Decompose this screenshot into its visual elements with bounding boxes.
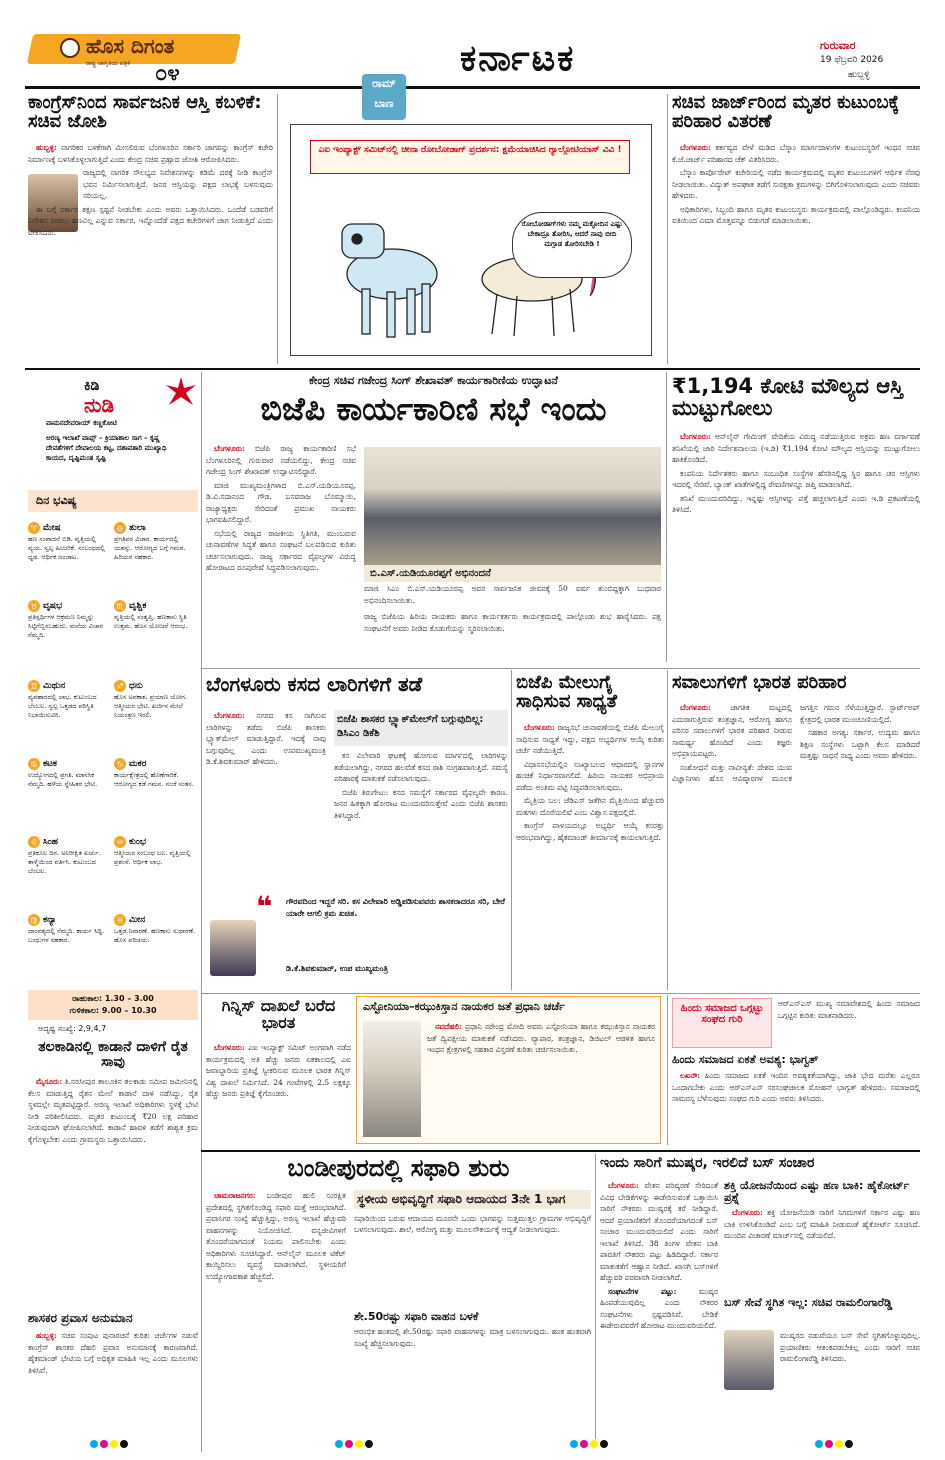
kidi-title: ನುಡಿ [84, 393, 115, 417]
issue-date: 19 ಫೆಬ್ರವರಿ 2026 [820, 55, 884, 65]
shakti-box [724, 1180, 920, 1436]
zodiac-sign: ♊ ಮಿಥುನ ವ್ಯವಹಾರದಲ್ಲಿ ಲಾಭ. ಕುಟುಂಬದ ಬೆಂಬಲ. ಸ್ವಲ್ಪ ಒತ್ತಡದ ಪರಿಸ್ಥಿತಿ ನಿಭಾಯಿಸುವಿರಿ. [28, 680, 97, 719]
zodiac-sign: ♐ ಧನು ಹೊಸ ಅವಕಾಶ. ಪ್ರಯಾಣ ಯೋಗ. ಆತ್ಮೀಯರ ಭೇಟಿ. ಖರ್ಚಿನ ಮೇಲೆ ನಿಯಂತ್ರಣ ಇರಲಿ. [114, 680, 188, 719]
story-body: ಬೆಂಗಳೂರು: ಬಿಜೆಪಿ ರಾಜ್ಯ ಕಾರ್ಯಕಾರಿಣಿ ಸಭೆ ಬೆಂಗಳೂರಿನಲ್ಲಿ ಗುರುವಾರ ನಡೆಯಲಿದ್ದು, ಕೇಂದ್ರ ಸಚಿವ ಗಜೇಂದ್ರ ಸಿಂಗ್ ಶೇಖಾವತ್ ಉದ್ಘಾಟಿಸಲಿದ್ದಾರೆ. ಮಾಜಿ ಮುಖ್ಯಮಂತ್ರಿಗಳಾದ ಬಿ.ಎಸ್.ಯಡಿಯೂರಪ್ಪ, ಡಿ.ವಿ.ಸದಾನಂದ ಗೌಡ, ಬಸವರಾಜ ಬೊಮ್ಮಾಯಿ, ರಾಜ್ಯಾಧ್ಯಕ್ಷರು ಸೇರಿದಂತೆ ಪ್ರಮುಖ ನಾಯಕರು ಭಾಗವಹಿಸಲಿದ್ದಾರೆ. ಸಭೆಯಲ್ಲಿ ರಾಜ್ಯದ ರಾಜಕೀಯ ಸ್ಥಿತಿಗತಿ, ಮುಂಬರುವ ಚುನಾವಣೆಗಳ ಸಿದ್ಧತೆ ಹಾಗೂ ಸಂಘಟನೆ ಬಲಪಡಿಸುವ ಕುರಿತು ಚರ್ಚಿಸಲಾಗುವುದು. ರಾಜ್ಯ ಸರ್ಕಾರದ ವೈಫಲ್ಯಗಳ ವಿರುದ್ಧ ಹೋರಾಟದ ರೂಪುರೇಷೆ ಸಿದ್ಧಪಡಿಸಲಾಗುವುದು. [206, 444, 356, 572]
quote-box [206, 890, 508, 986]
story-george [672, 94, 920, 364]
story-body: ಬೆಂಗಳೂರು: ಜಾಗತಿಕ ಮಟ್ಟದಲ್ಲಿ ಎದುರಾಗುತ್ತಿರುವ ತಂತ್ರಜ್ಞಾನ, ಆರೋಗ್ಯ ಹಾಗೂ ಪರಿಸರ ಸವಾಲುಗಳಿಗೆ ಭಾರತ ಪರಿಹಾರ ನೀಡುವ ಸಾಮರ್ಥ್ಯ ಹೊಂದಿದೆ ಎಂದು ತಜ್ಞರು ಅಭಿಪ್ರಾಯಪಟ್ಟರು. ಸಂಶೋಧನೆ ಮತ್ತು ನಾವೀನ್ಯತೆ: ದೇಶದ ಯುವ ವಿಜ್ಞಾನಿಗಳು ಹೊಸ ಆವಿಷ್ಕಾರಗಳ ಮೂಲಕ ಜಗತ್ತಿನ ಗಮನ ಸೆಳೆಯುತ್ತಿದ್ದಾರೆ. ಸ್ಟಾರ್ಟ್‌ಅಪ್ ಕ್ಷೇತ್ರದಲ್ಲಿ ಭಾರತ ಮುಂಚೂಣಿಯಲ್ಲಿದೆ. ಸಹಕಾರ ಅಗತ್ಯ: ಸರ್ಕಾರ, ಉದ್ಯಮ ಹಾಗೂ ಶಿಕ್ಷಣ ಸಂಸ್ಥೆಗಳು ಒಟ್ಟಾಗಿ ಕೆಲಸ ಮಾಡಿದರೆ ಮತ್ತಷ್ಟು ಸಾಧನೆ ಸಾಧ್ಯ ಎಂದು ಅವರು ಹೇಳಿದರು. [672, 703, 920, 783]
headline: ಎಸ್ಟೋನಿಯಾ–ಕಝುಕಿಸ್ತಾನ ನಾಯಕರ ಜತೆ ಪ್ರಧಾನಿ ಚರ್ಚೆ [363, 1000, 565, 1013]
shakti-text: ಬೆಂಗಳೂರು: ಶಕ್ತಿ ಯೋಜನೆಯಡಿ ಸಾರಿಗೆ ನಿಗಮಗಳಿಗೆ ಸರ್ಕಾರ ಎಷ್ಟು ಹಣ ಬಾಕಿ ಉಳಿಸಿಕೊಂಡಿದೆ ಎಂಬ ಬಗ್ಗೆ ಮಾಹಿತಿ ನೀಡುವಂತೆ ಹೈಕೋರ್ಟ್ ಸೂಚಿಸಿದೆ. ಮುಂದಿನ ವಿಚಾರಣೆ ಮಾರ್ಚ್‌ನಲ್ಲಿ ನಡೆಯಲಿದೆ. [724, 1208, 920, 1241]
story-body: ಚಾಮರಾಜನಗರ: ಬಂಡೀಪುರ ಹುಲಿ ಸಂರಕ್ಷಿತ ಪ್ರದೇಶದಲ್ಲಿ ಸ್ಥಗಿತಗೊಂಡಿದ್ದ ಸಫಾರಿ ಮತ್ತೆ ಆರಂಭವಾಗಿದೆ. ಪ್ರವಾಸಿಗರ ಸಂಖ್ಯೆ ಹೆಚ್ಚುತ್ತಿದ್ದು, ಅರಣ್ಯ ಇಲಾಖೆ ಹೆಚ್ಚುವರಿ ವಾಹನಗಳನ್ನು ನಿಯೋಜಿಸಿದೆ. ವನ್ಯಜೀವಿಗಳಿಗೆ ತೊಂದರೆಯಾಗದಂತೆ ನಿಯಮ ಪಾಲಿಸಬೇಕು ಎಂದು ಅಧಿಕಾರಿಗಳು ಸೂಚಿಸಿದ್ದಾರೆ. ಆನ್‌ಲೈನ್ ಮೂಲಕ ಟಿಕೆಟ್ ಕಾಯ್ದಿರಿಸಲು ವ್ಯವಸ್ಥೆ ಮಾಡಲಾಗಿದೆ. ಸ್ಥಳೀಯರಿಗೆ ಉದ್ಯೋಗಾವಕಾಶ ಹೆಚ್ಚಲಿದೆ. [206, 1191, 346, 1281]
cartoon-label: ರಾಮ್ ಬಾಣ [362, 74, 406, 120]
zodiac-sign: ♍ ಕನ್ಯಾ ದಾಂಪತ್ಯದಲ್ಲಿ ನೆಮ್ಮದಿ. ಕಾರ್ಯ ಸಿದ್ಧಿ. ಬಂಧುಗಳ ಸಹಕಾರ. [28, 914, 105, 944]
cartoon-banner: ಎಐ ಇಂಪ್ಯಾಕ್ಟ್ ಸಮಿಟ್‌ನಲ್ಲಿ ಚೀನಾ ರೋಬೋಡಾಗ್ ಪ್ರದರ್ಶನ: ಕ್ಷಮೆಯಾಚಿಸಿದ ಗ್ಯಾಲ್ಗೋಟಿಯಾಸ್ ವಿವಿ ! [310, 140, 630, 174]
side-title-2: ಶೇ.50ರಷ್ಟು ಸಫಾರಿ ವಾಹನ ಬಳಕೆ [354, 1309, 479, 1323]
logo-text: ಹೊಸ ದಿಗಂತ [86, 34, 175, 58]
lucky-numbers: ಅದೃಷ್ಟ ಸಂಖ್ಯೆ: 2,9,4,7 [38, 1024, 107, 1033]
story-body: ಬೆಂಗಳೂರು: ವೇತನ ಪರಿಷ್ಕರಣೆ ಸೇರಿದಂತೆ ವಿವಿಧ ಬೇಡಿಕೆಗಳನ್ನು ಈಡೇರಿಸುವಂತೆ ಒತ್ತಾಯಿಸಿ ಸಾರಿಗೆ ನೌಕರರು ಮುಷ್ಕರಕ್ಕೆ ಕರೆ ನೀಡಿದ್ದಾರೆ. ಆದರೆ ಪ್ರಯಾಣಿಕರಿಗೆ ತೊಂದರೆಯಾಗದಂತೆ ಬಸ್ ಸಂಚಾರ ಮುಂದುವರಿಯಲಿದೆ ಎಂದು ಸಾರಿಗೆ ಇಲಾಖೆ ತಿಳಿಸಿದೆ. 38 ತಿಂಗಳ ವೇತನ ಬಾಕಿ ಪಾವತಿಗೆ ನೌಕರರು ಪಟ್ಟು ಹಿಡಿದಿದ್ದಾರೆ. ಸರ್ಕಾರ ಮಾತುಕತೆಗೆ ಆಹ್ವಾನ ನೀಡಿದೆ. ಖಾಸಗಿ ಬಸ್‌ಗಳಿಗೆ ಹೆಚ್ಚುವರಿ ಪರವಾನಗಿ ನೀಡಲಾಗಿದೆ. ಸಂಘಟನೆಗಳ ಪಟ್ಟು: ಮುಷ್ಕರ ಹಿಂಪಡೆಯುವುದಿಲ್ಲ ಎಂದು ನೌಕರರ ಸಂಘಟನೆಗಳು ಸ್ಪಷ್ಟಪಡಿಸಿವೆ. ಬೇಡಿಕೆ ಈಡೇರುವವರೆಗೆ ಹೋರಾಟ ಮುಂದುವರಿಯಲಿದೆ. [600, 1181, 718, 1330]
story-body-2: ಕಸ ವಿಲೇವಾರಿ ಘಟಕಕ್ಕೆ ಹೋಗುವ ಮಾರ್ಗದಲ್ಲಿ ಲಾರಿಗಳನ್ನು ತಡೆಯಲಾಗಿದ್ದು, ನಗರದ ಹಲವೆಡೆ ಕಸದ ರಾಶಿ ಸಂಗ್ರಹವಾಗುತ್ತಿದೆ. ಸಮಸ್ಯೆ ಪರಿಹಾರಕ್ಕೆ ಮಾತುಕತೆ ನಡೆಸಲಾಗುವುದು. ಬಿಜೆಪಿ ತಿರುಗೇಟು: ಕಸದ ಸಮಸ್ಯೆಗೆ ಸರ್ಕಾರದ ವೈಫಲ್ಯವೇ ಕಾರಣ. ಜನರ ಹಿತಕ್ಕಾಗಿ ಹೋರಾಟ ಮುಂದುವರಿಸುತ್ತೇವೆ ಎಂದು ಬಿಜೆಪಿ ಶಾಸಕರು ತಿಳಿಸಿದ್ದಾರೆ. [334, 751, 508, 820]
story-body: ಬೆಂಗಳೂರು: ಕರ್ತವ್ಯದ ವೇಳೆ ಮಡಿದ ಬೆಸ್ಕಾಂ ಮಾರ್ಗದಾಳುಗಳ ಕುಟುಂಬಸ್ಥರಿಗೆ ಇಂಧನ ಸಚಿವ ಕೆ.ಜೆ.ಜಾರ್ಜ್ ಪರಿಹಾರದ ಚೆಕ್ ವಿತರಿಸಿದರು. ಬೆಸ್ಕಾಂ ಕಾರ್ಪೊರೇಟ್ ಕಚೇರಿಯಲ್ಲಿ ನಡೆದ ಕಾರ್ಯಕ್ರಮದಲ್ಲಿ ಮೃತರ ಕುಟುಂಬಗಳಿಗೆ ಆರ್ಥಿಕ ನೆರವು ನೀಡಲಾಯಿತು. ವಿದ್ಯುತ್ ಅಪಘಾತ ತಡೆಗೆ ಸುರಕ್ಷತಾ ಕ್ರಮಗಳನ್ನು ಬಿಗಿಗೊಳಿಸಲಾಗುವುದು ಎಂದು ಸಚಿವರು ಹೇಳಿದರು. ಅಧಿಕಾರಿಗಳು, ಸಿಬ್ಬಂದಿ ಹಾಗೂ ಮೃತರ ಕುಟುಂಬಸ್ಥರು ಕಾರ್ಯಕ್ರಮದಲ್ಲಿ ಪಾಲ್ಗೊಂಡಿದ್ದರು. ಕಂಪನಿಯ ವತಿಯಿಂದ ವಿಮಾ ಮೊತ್ತವನ್ನೂ ಬಿಡುಗಡೆ ಮಾಡಲಾಯಿತು. [672, 143, 920, 225]
page-number: ೦೪ [155, 61, 180, 86]
photo-caption: ಬಿ.ಎಸ್.ಯಡಿಯೂರಪ್ಪಗೆ ಅಭಿನಂದನೆ [364, 565, 661, 582]
headline: ಬಂಡೀಪುರದಲ್ಲಿ ಸಫಾರಿ ಶುರು [287, 1154, 510, 1182]
minister-box-text: ಮುಷ್ಕರದ ನಡುವೆಯೂ ಬಸ್ ಸೇವೆ ಸ್ಥಗಿತಗೊಳ್ಳುವುದಿಲ್ಲ. ಪ್ರಯಾಣಿಕರು ಆತಂಕಪಡಬೇಕಿಲ್ಲ ಎಂದು ಸಾರಿಗೆ ಸಚಿವ ರಾಮಲಿಂಗಾರೆಡ್ಡಿ ತಿಳಿಸಿದರು. [780, 1331, 920, 1363]
divider [666, 372, 667, 662]
headline: ಸಚಿವ ಜಾರ್ಜ್‌ರಿಂದ ಮೃತರ ಕುಟುಂಬಕ್ಕೆ ಪರಿಹಾರ ವಿತರಣೆ [672, 92, 900, 132]
kidi-title-top: ಕಿಡಿ [84, 378, 100, 394]
story-body-bottom: ರಾಜ್ಯ ಬಿಜೆಪಿಯ ಹಿರಿಯ ನಾಯಕರು ಹಾಗೂ ಕಾರ್ಯಕರ್ತರು ಕಾರ್ಯಕ್ರಮದಲ್ಲಿ ಪಾಲ್ಗೊಂಡು ಶುಭ ಹಾರೈಸಿದರು. ಪಕ್ಷ ಸಂಘಟನೆಗೆ ಅವರು ನೀಡಿದ ಕೊಡುಗೆಯನ್ನು ಸ್ಮರಿಸಲಾಯಿತು. [364, 612, 661, 633]
divider [201, 1150, 920, 1152]
story-body: ಲಖನೌ: ಹಿಂದು ಸಮಾಜದ ಏಕತೆ ಇಂದಿನ ಅವಶ್ಯಕತೆಯಾಗಿದ್ದು, ಜಾತಿ ಭೇದ ಮರೆತು ಎಲ್ಲರೂ ಒಂದಾಗಬೇಕು ಎಂದು ಆರ್‌ಎಸ್‌ಎಸ್ ಸರಸಂಘಚಾಲಕ ಮೋಹನ್ ಭಾಗ್ವತ್ ಹೇಳಿದರು. ಸಮಾಜದಲ್ಲಿ ಸಾಮರಸ್ಯ ಬೆಳೆಸುವುದು ಸಂಘದ ಗುರಿ ಎಂದು ಅವರು ತಿಳಿಸಿದರು. [672, 1071, 920, 1103]
story-garbage [206, 674, 508, 990]
zodiac-sign: ♒ ಕುಂಭ ಆತ್ಮೀಯರ ಸಂಬಂಧ ಬಲ. ವೃತ್ತಿಯಲ್ಲಿ ಪ್ರಶಂಸೆ. ಆರ್ಥಿಕ ಲಾಭ. [114, 836, 191, 866]
quote-text: ಗೌರವದಿಂದ ಇದ್ದರೆ ಸರಿ. ಕಸ ವಿಲೇವಾರಿ ಅಡ್ಡಿಪಡಿಸುವವರು ಶಾಸಕರಾದರೂ ಸರಿ, ಬೇರೆ ಯಾರೇ ಆಗಲಿ ಕ್ರಮ ಖಚಿತ. [286, 897, 505, 918]
quote-author: ಡಿ.ಕೆ.ಶಿವಕುಮಾರ್, ಉಪ ಮುಖ್ಯಮಂತ್ರಿ [286, 964, 388, 973]
zodiac-sign: ♓ ಮೀನ ಒತ್ತಡ ನಿವಾರಣೆ. ಹಣಕಾಸು ಸುಧಾರಣೆ. ಹೊಸ ಪರಿಚಯ. [114, 914, 196, 944]
hindu-box: ಹಿಂದು ಸಮಾಜದ ಒಗ್ಗಟ್ಟು ಸಂಘದ ಗುರಿ [672, 998, 772, 1048]
rahukala: ರಾಹುಕಾಲ: 1.30 – 3.00 [72, 994, 154, 1003]
robot-dog [342, 224, 437, 337]
divider [511, 670, 512, 990]
story-body: ಬೆಂಗಳೂರು: ಎಐ ಇಂಪ್ಯಾಕ್ಟ್ ಸಮಿಟ್ ಅಂಗವಾಗಿ ನಡೆದ ಕಾರ್ಯಕ್ರಮದಲ್ಲಿ ಅತಿ ಹೆಚ್ಚು ಜನರು ಏಕಕಾಲದಲ್ಲಿ ಎಐ ಜವಾಬ್ದಾರಿಯ ಪ್ರತಿಜ್ಞೆ ಸ್ವೀಕರಿಸುವ ಮೂಲಕ ಭಾರತ ಗಿನ್ನಿಸ್ ವಿಶ್ವ ದಾಖಲೆ ನಿರ್ಮಿಸಿದೆ. 24 ಗಂಟೆಗಳಲ್ಲಿ 2.5 ಲಕ್ಷಕ್ಕೂ ಹೆಚ್ಚು ಜನರು ಪ್ರತಿಜ್ಞೆ ಕೈಗೊಂಡರು. [206, 1043, 351, 1098]
zodiac-sign: ♋ ಕಟಕ ಉದ್ಯೋಗದಲ್ಲಿ ಪ್ರಗತಿ. ಮಾನಸಿಕ ನೆಮ್ಮದಿ. ಹಳೆಯ ಸ್ನೇಹಿತರ ಭೇಟಿ. [28, 758, 98, 788]
story-estonia [356, 996, 661, 1144]
headline: ಬೆಂಗಳೂರು ಕಸದ ಲಾರಿಗಳಿಗೆ ತಡೆ [206, 672, 423, 696]
masthead-rule [25, 86, 920, 89]
time-box [28, 990, 198, 1020]
divider [201, 993, 920, 994]
safari-side-box [354, 1190, 591, 1436]
spark-icon [166, 377, 196, 407]
shakti-headline: ಶಕ್ತಿ ಯೋಜನೆಯಿಂದ ಎಷ್ಟು ಹಣ ಬಾಕಿ: ಹೈಕೋರ್ಟ್ ಪ್ರಶ್ನೆ [724, 1179, 910, 1204]
story-joshi [28, 94, 273, 364]
headline: ಗಿನ್ನಿಸ್ ದಾಖಲೆ ಬರೆದ ಭಾರತ [221, 996, 336, 1032]
headline: ₹1,194 ಕೋಟಿ ಮೌಲ್ಯದ ಆಸ್ತಿ ಮುಟ್ಟುಗೋಲು [672, 374, 904, 421]
headline: ಬಿಜೆಪಿ ಕಾರ್ಯಕಾರಿಣಿ ಸಭೆ ಇಂದು [260, 389, 607, 428]
cartoon-panel [282, 77, 662, 364]
divider [667, 995, 668, 1145]
story-farmer [28, 1040, 198, 1310]
section-title: ಕರ್ನಾಟಕ [460, 38, 576, 79]
story-bjp [206, 375, 661, 665]
story-body: ನವದೆಹಲಿ: ಪ್ರಧಾನಿ ನರೇಂದ್ರ ಮೋದಿ ಅವರು ಎಸ್ಟೋನಿಯಾ ಹಾಗೂ ಕಝುಕಿಸ್ತಾನ ನಾಯಕರ ಜತೆ ದ್ವಿಪಕ್ಷೀಯ ಮಾತುಕತೆ ನಡೆಸಿದರು. ವ್ಯಾಪಾರ, ತಂತ್ರಜ್ಞಾನ, ಡಿಜಿಟಲ್ ಆಡಳಿತ ಹಾಗೂ ಇಂಧನ ಕ್ಷೇತ್ರಗಳಲ್ಲಿ ಸಹಕಾರ ವಿಸ್ತರಣೆ ಕುರಿತು ಚರ್ಚಿಸಲಾಯಿತು. [427, 1022, 655, 1054]
story-bjp-rise [516, 674, 664, 990]
zodiac-sign: ♉ ವೃಷಭ ಪ್ರತಿಸ್ಪರ್ಧಿಗಳ ಆಕ್ರಮಣ ನಿಮ್ಮನ್ನು ಸಿಟ್ಟಿಗೆಬ್ಬಿಸಬಹುದು. ಮನೆಯ ವಿಚಾರ ನೆಮ್ಮದಿ. [28, 600, 104, 639]
story-bandipur [206, 1156, 591, 1436]
zodiac-sign: ♎ ತುಲಾ ಪ್ರಗತಿಪರ ವಿಚಾರ. ಕಾರ್ಯದಲ್ಲಿ ಯಶಸ್ಸು. ಆರೋಗ್ಯದ ಬಗ್ಗೆ ಗಮನ. ಹಿರಿಯರ ಸಹಕಾರ. [114, 522, 186, 561]
story-guinness [206, 998, 351, 1143]
story-body: ಮೈಸೂರು: ತಿ.ನರಸೀಪುರ ತಾಲೂಕಿನ ತಲಕಾಡು ಸಮೀಪ ಜಮೀನಿನಲ್ಲಿ ಕೆಲಸ ಮಾಡುತ್ತಿದ್ದ ರೈತನ ಮೇಲೆ ಕಾಡಾನೆ ದಾಳಿ ನಡೆಸಿದ್ದು, ರೈತ ಸ್ಥಳದಲ್ಲೇ ಮೃತಪಟ್ಟಿದ್ದಾರೆ. ಅರಣ್ಯ ಇಲಾಖೆ ಅಧಿಕಾರಿಗಳು ಸ್ಥಳಕ್ಕೆ ಭೇಟಿ ನೀಡಿ ಪರಿಶೀಲಿಸಿದರು. ಮೃತರ ಕುಟುಂಬಕ್ಕೆ ₹20 ಲಕ್ಷ ಪರಿಹಾರ ನೀಡುವುದಾಗಿ ಘೋಷಿಸಲಾಗಿದೆ. ಕಾಡಾನೆ ಹಾವಳಿ ತಡೆಗೆ ಶಾಶ್ವತ ಕ್ರಮ ಕೈಗೊಳ್ಳಬೇಕು ಎಂದು ಗ್ರಾಮಸ್ಥರು ಒತ್ತಾಯಿಸಿದರು. [28, 1077, 198, 1144]
dkshi-photo [210, 920, 256, 976]
gulika: ಗುಳಿಕಕಾಲ: 9.00 – 10.30 [69, 1006, 157, 1015]
story-body: ಹುಬ್ಬಳ್ಳಿ: ನಾಗರಿಕರ ಬಳಕೆಗಾಗಿ ಮೀಸಲಿರುವ ಬೆಂಗಳೂರಿನ ಸರ್ಕಾರಿ ಜಾಗವನ್ನು ಕಾಂಗ್ರೆಸ್ ಕಚೇರಿ ನಿರ್ಮಾಣಕ್ಕೆ ಬಳಸಿಕೊಳ್ಳಲಾಗುತ್ತಿದೆ ಎಂದು ಕೇಂದ್ರ ಸಚಿವ ಪ್ರಹ್ಲಾದ ಜೋಶಿ ಆರೋಪಿಸಿದರು. ರಾಜ್ಯದಲ್ಲಿ ನಾಗರಿಕ ಸೌಲಭ್ಯದ ನಿವೇಶನಗಳನ್ನು ಕಡಿಮೆ ದರಕ್ಕೆ ನೀಡಿ ಕಾಂಗ್ರೆಸ್ ಭವನ ನಿರ್ಮಿಸಲಾಗುತ್ತಿದೆ. ಜನರ ಆಸ್ತಿಯನ್ನು ಪಕ್ಷದ ಲಾಭಕ್ಕೆ ಬಳಸುವುದು ಸರಿಯಲ್ಲ. ಈ ಬಗ್ಗೆ ಸರ್ಕಾರ ತಕ್ಷಣ ಸ್ಪಷ್ಟನೆ ನೀಡಬೇಕು ಎಂದು ಅವರು ಒತ್ತಾಯಿಸಿದರು. ಒಂದೆಡೆ ಬಡವರಿಗೆ ನಿವೇಶನ ನೀಡಲು ಹಣವಿಲ್ಲ ಎನ್ನುವ ಸರ್ಕಾರ, ಇನ್ನೊಂದೆಡೆ ಪಕ್ಷದ ಕಚೇರಿಗಳಿಗೆ ಜಾಗ ನೀಡುತ್ತಿದೆ ಎಂದು ಟೀಕಿಸಿದರು. [28, 143, 273, 237]
divider [201, 372, 202, 1452]
story-mla-tour [28, 1312, 198, 1436]
story-body: ಬೆಂಗಳೂರು: ಆನ್‌ಲೈನ್ ಗೇಮಿಂಗ್ ವೇದಿಕೆಯ ವಿರುದ್ಧ ನಡೆಯುತ್ತಿರುವ ಅಕ್ರಮ ಹಣ ವರ್ಗಾವಣೆ ತನಿಖೆಯಲ್ಲಿ ಜಾರಿ ನಿರ್ದೇಶನಾಲಯ (ಇ.ಡಿ) ₹1,194 ಕೋಟಿ ಮೌಲ್ಯದ ಆಸ್ತಿಯನ್ನು ಮುಟ್ಟುಗೋಲು ಹಾಕಿಕೊಂಡಿದೆ. ಕಂಪನಿಯ ನಿರ್ದೇಶಕರು ಹಾಗೂ ಸಂಬಂಧಿತ ಸಂಸ್ಥೆಗಳ ಹೆಸರಿನಲ್ಲಿದ್ದ ಸ್ಥಿರ ಹಾಗೂ ಚರ ಆಸ್ತಿಗಳು ಇದರಲ್ಲಿ ಸೇರಿವೆ. ಬ್ಯಾಂಕ್ ಖಾತೆಗಳಲ್ಲಿದ್ದ ಠೇವಣಿಗಳನ್ನೂ ಜಪ್ತಿ ಮಾಡಲಾಗಿದೆ. ತನಿಖೆ ಮುಂದುವರಿದಿದ್ದು, ಇನ್ನಷ್ಟು ಆಸ್ತಿಗಳನ್ನು ಪತ್ತೆ ಹಚ್ಚಲಾಗುತ್ತಿದೆ ಎಂದು ಇ.ಡಿ ಪ್ರಕಟಣೆಯಲ್ಲಿ ತಿಳಿಸಿದೆ. [672, 432, 920, 514]
story-challenges [672, 674, 920, 990]
photo-text: ಮಾಜಿ ಸಿಎಂ ಬಿ.ಎಸ್.ಯಡಿಯೂರಪ್ಪ ಅವರ ಸಾರ್ವಜನಿಕ ಜೀವನಕ್ಕೆ 50 ವರ್ಷ ತುಂಬಿದ್ದಕ್ಕಾಗಿ ಬುಧವಾರ ಅಭಿನಂದಿಸಲಾಯಿತು. [364, 584, 661, 605]
headline: ಹಿಂದು ಸಮಾಜದ ಏಕತೆ ಅವಶ್ಯ: ಭಾಗ್ವತ್ [672, 1053, 819, 1066]
minister-box-title: ಬಸ್ ಸೇವೆ ಸ್ಥಗಿತ ಇಲ್ಲ: ಸಚಿವ ರಾಮಲಿಂಗಾರೆಡ್ಡಿ [724, 1296, 893, 1310]
headline: ಇಂದು ಸಾರಿಗೆ ಮುಷ್ಕರ, ಇರಲಿದೆ ಬಸ್ ಸಂಚಾರ [600, 1155, 815, 1171]
divider [595, 1154, 596, 1439]
headline: ಬಿಜೆಪಿ ಮೇಲುಗೈ ಸಾಧಿಸುವ ಸಾಧ್ಯತೆ [516, 672, 617, 712]
headline: ಸವಾಲುಗಳಿಗೆ ಭಾರತ ಪರಿಹಾರ [672, 672, 847, 693]
headline: ಕಾಂಗ್ರೆಸ್‌ನಿಂದ ಸಾರ್ವಜನಿಕ ಆಸ್ತಿ ಕಬಳಿಕೆ: ಸಚಿವ ಜೋಶಿ [28, 92, 262, 132]
zodiac-sign: ♈ ಮೇಷ ಹಣ ಸಂಪಾದನೆ ಬಿಡಿ. ವೃತ್ತಿಯಲ್ಲಿ ವ್ಯಯ. ಸ್ವಲ್ಪ ಹಿಂಜರಿಕೆ. ಸಂಬಂಧದಲ್ಲಿ ಧೃಢ. ಆರ್ಥಿಕ ಜಂಜಾಟ. [28, 522, 105, 561]
minister-photo [724, 1330, 774, 1390]
zodiac-sign: ♑ ಮಕರ ಕಾರ್ಯಕ್ಷೇತ್ರದಲ್ಲಿ ಹೊಣೆಗಾರಿಕೆ. ಆರೋಗ್ಯದ ಕಡೆ ಗಮನ. ಸಂಜೆ ಸಂತಸ. [114, 758, 194, 788]
subhead-box: ಬಿಜೆಪಿ ಶಾಸಕರ ಬ್ಲ್ಯಾಕ್‌ಮೇಲ್‌ಗೆ ಬಗ್ಗುವುದಿಲ್ಲ: ಡಿಸಿಎಂ ಡಿಕೆಶಿ [334, 710, 508, 746]
kicker: ಕೇಂದ್ರ ಸಚಿವ ಗಜೇಂದ್ರ ಸಿಂಗ್ ಶೇಖಾವತ್ ಕಾರ್ಯಕಾರಿಣಿಯ ಉದ್ಘಾಟನೆ [309, 374, 558, 387]
divider [277, 94, 278, 364]
horoscope [28, 490, 198, 1040]
kidi-nudi [28, 375, 198, 485]
quote-mark-icon: ❝ [256, 890, 273, 923]
story-body: ಹುಬ್ಬಳ್ಳಿ: ಸಚಿವ ಸಂಪುಟ ಪುನಾರಚನೆ ಕುರಿತು ಚರ್ಚೆಗಳ ನಡುವೆ ಕಾಂಗ್ರೆಸ್ ಶಾಸಕರ ದೆಹಲಿ ಪ್ರವಾಸ ಅನುಮಾನಕ್ಕೆ ಕಾರಣವಾಗಿದೆ. ಹೈಕಮಾಂಡ್ ಭೇಟಿಯ ಬಗ್ಗೆ ಅಧಿಕೃತ ಮಾಹಿತಿ ಇಲ್ಲ ಎಂದು ಮೂಲಗಳು ತಿಳಿಸಿವೆ. [28, 1331, 198, 1375]
side-title: ಸ್ಥಳೀಯ ಅಭಿವೃದ್ಧಿಗೆ ಸಫಾರಿ ಆದಾಯದ 3ನೇ 1 ಭಾಗ [354, 1190, 591, 1209]
registration-marks [90, 1440, 855, 1452]
headline: ಶಾಸಕರ ಪ್ರವಾಸ ಅನುಮಾನ [28, 1311, 133, 1325]
meeting-photo [364, 447, 661, 565]
issue-day: ಗುರುವಾರ [820, 39, 856, 52]
story-bus [600, 1156, 920, 1436]
story-assets [672, 375, 920, 665]
pm-photo [363, 1021, 421, 1137]
side-text: ಸಫಾರಿಯಿಂದ ಬರುವ ಆದಾಯದ ಮೂರನೇ ಒಂದು ಭಾಗವನ್ನು ಸುತ್ತಮುತ್ತಲ ಗ್ರಾಮಗಳ ಅಭಿವೃದ್ಧಿಗೆ ಬಳಸಲಾಗುವುದು. ಶಾಲೆ, ಆರೋಗ್ಯ ಮತ್ತು ಮೂಲಸೌಕರ್ಯಕ್ಕೆ ಆದ್ಯತೆ ನೀಡಲಾಗುವುದು. [354, 1213, 591, 1235]
story-hindu [672, 998, 920, 1144]
story-body: ಬೆಂಗಳೂರು: ನಗರದ ಕಸ ಸಾಗಿಸುವ ಲಾರಿಗಳನ್ನು ತಡೆದು ಬಿಜೆಪಿ ಶಾಸಕರು ಬ್ಲ್ಯಾಕ್‌ಮೇಲ್ ಮಾಡುತ್ತಿದ್ದಾರೆ. ಇದಕ್ಕೆ ನಾವು ಬಗ್ಗುವುದಿಲ್ಲ ಎಂದು ಉಪಮುಖ್ಯಮಂತ್ರಿ ಡಿ.ಕೆ.ಶಿವಕುಮಾರ್ ಹೇಳಿದರು. [206, 711, 326, 766]
speech-bubble: ರೋಬೋಡಾಗ್‌ಗಳು ನಮ್ಮ ಮಕ್ಳೋದಿನ ಎಷ್ಟು ಬೇಕಾದ್ರೂ ತೋರಿಸಿ, ಆದರೆ ನಾವು ಬೀದಿ ಮಗ್ಗಾಡ ತೋರಿಸಬೇಡಿ ! [512, 212, 632, 278]
horoscope-title: ದಿನ ಭವಿಷ್ಯ [28, 490, 198, 512]
story-body: ಬೆಂಗಳೂರು: ರಾಜ್ಯಸಭೆ ಚುನಾವಣೆಯಲ್ಲಿ ಬಿಜೆಪಿ ಮೇಲುಗೈ ಸಾಧಿಸುವ ಸಾಧ್ಯತೆ ಇದ್ದು, ಪಕ್ಷದ ಅಭ್ಯರ್ಥಿಗಳ ಆಯ್ಕೆ ಕುರಿತು ಚರ್ಚೆ ನಡೆಯುತ್ತಿದೆ. ವಿಧಾನಸಭೆಯಲ್ಲಿನ ಸಂಖ್ಯಾಬಲದ ಆಧಾರದಲ್ಲಿ ಸ್ಥಾನಗಳ ಹಂಚಿಕೆ ನಿರ್ಧಾರವಾಗಲಿದೆ. ಹಿರಿಯ ನಾಯಕರ ಅಭಿಪ್ರಾಯ ಪಡೆದು ಅಂತಿಮ ಪಟ್ಟಿ ಸಿದ್ಧಪಡಿಸಲಾಗುವುದು. ಮೈತ್ರಿಯ ಬಲ: ಜೆಡಿಎಸ್ ಜತೆಗಿನ ಮೈತ್ರಿಯಿಂದ ಹೆಚ್ಚುವರಿ ಮತಗಳು ದೊರೆಯಲಿವೆ ಎಂಬ ವಿಶ್ವಾಸ ಪಕ್ಷದಲ್ಲಿದೆ. ಕಾಂಗ್ರೆಸ್ ಪಾಳಯದಲ್ಲೂ ಅಭ್ಯರ್ಥಿ ಆಯ್ಕೆ ಕಸರತ್ತು ಆರಂಭವಾಗಿದ್ದು, ಹೈಕಮಾಂಡ್ ತೀರ್ಮಾನಕ್ಕೆ ಕಾಯಲಾಗುತ್ತಿದೆ. [516, 723, 664, 842]
side-text-2: ಆರಂಭಿಕ ಹಂತದಲ್ಲಿ ಶೇ.50ರಷ್ಟು ಸಫಾರಿ ವಾಹನಗಳನ್ನು ಮಾತ್ರ ಬಳಸಲಾಗುವುದು. ಹಂತ ಹಂತವಾಗಿ ಸಂಖ್ಯೆ ಹೆಚ್ಚಿಸಲಾಗುವುದು. [354, 1327, 591, 1348]
hindu-box-text: ಆರ್‌ಎಸ್‌ಎಸ್ ಮುಖ್ಯ ಸಮಾವೇಶದಲ್ಲಿ ಹಿಂದು ಸಮಾಜದ ಒಗ್ಗಟ್ಟಿನ ಕುರಿತು ಮಾತನಾಡಿದರು. [778, 999, 920, 1020]
divider [25, 368, 920, 370]
zodiac-sign: ♏ ವೃಶ್ಚಿಕ ವೃತ್ತಿಯಲ್ಲಿ ಸಂತೃಪ್ತಿ. ಹಣಕಾಸು ಸ್ಥಿತಿ ಉತ್ತಮ. ಹೊಸ ಯೋಜನೆ ಆರಂಭ. [114, 600, 188, 630]
headline: ತಲಕಾಡಿನಲ್ಲಿ ಕಾಡಾನೆ ದಾಳಿಗೆ ರೈತ ಸಾವು [38, 1039, 188, 1070]
kidi-text: ಅರಣ್ಯ ಇಲಾಖೆ ವಾಪ್ಸ್ – ಕ್ರಿಯಾಶಾಲ ಸಾಗ – ಕೃಷ್ಣ ದೇವತೆಗಳಿಗೆ ದೇವಾಲಯ ಕಟ್ಟ, ದಶಾವತಾರಿ ಮುಖ್ಯಾಧಿ ಕಾಯದ, ದೃಷ್ಟಿಮಂತ ಸೃಷ್ಟಿ [46, 434, 167, 462]
logo-tagline: ರಾಷ್ಟ್ರ ಜಾಗೃತಿಯ ಪತ್ರಿಕೆ [86, 60, 131, 67]
divider [201, 668, 920, 669]
zodiac-sign: ♌ ಸಿಂಹ ಪ್ರತಿಕೂಲ ದಿನ. ಅನಿರೀಕ್ಷಿತ ಖರ್ಚು. ತಾಳ್ಮೆಯಿಂದ ವರ್ತಿಸಿ. ಕುಟುಂಬದ ಬೆಂಬಲ. [28, 836, 101, 875]
divider [667, 94, 668, 364]
logo-emblem-icon [60, 38, 80, 58]
masthead [0, 0, 945, 90]
kidi-author: ವಾಮನದೇವರಾಯ್ ಕಣ್ಣಕೋಟಿ [46, 419, 117, 427]
divider [667, 670, 668, 990]
issue-city: ಹುಬ್ಬಳ್ಳಿ [848, 70, 870, 80]
